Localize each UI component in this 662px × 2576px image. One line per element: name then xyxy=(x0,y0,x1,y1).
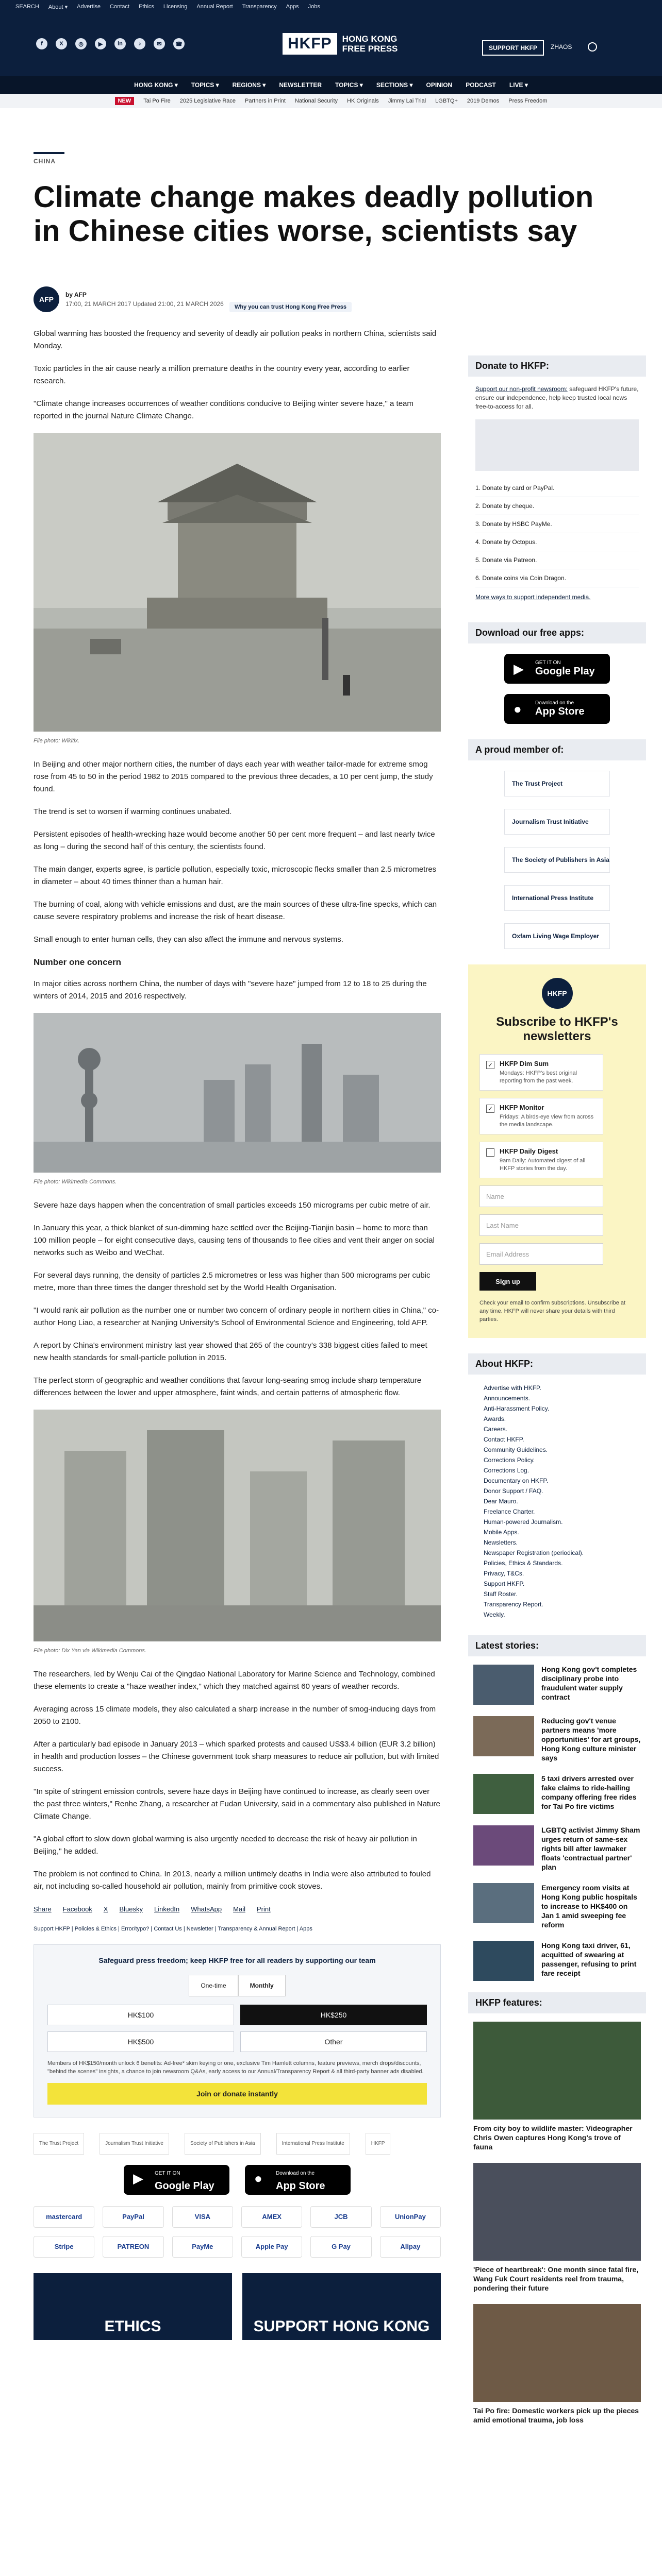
logo-name xyxy=(342,34,398,54)
about-heading: About HKFP: xyxy=(468,1353,646,1375)
payment-logo: JCB xyxy=(310,2206,371,2228)
trending-link[interactable]: Tai Po Fire xyxy=(143,98,171,104)
story-title[interactable]: LGBTQ activist Jimmy Sham urges return of same-sex rights bill after lawmaker floats 'contractual partner' plan xyxy=(541,1826,640,1871)
trust-logo[interactable]: The Trust Project xyxy=(34,2133,84,2155)
story-thumbnail[interactable] xyxy=(473,1774,534,1814)
amount-option[interactable]: HK$250 xyxy=(240,2005,427,2025)
newsletter-title: Subscribe to HKFP's newsletters xyxy=(496,1015,618,1043)
newsletter-note: Check your email to confirm subscriptions. Unsubscribe at any time. HKFP will never share your details with third parties. xyxy=(479,1300,626,1323)
badge-small-text: Download on the xyxy=(276,2171,315,2176)
donate-options xyxy=(468,479,646,587)
latest-story[interactable] xyxy=(468,1883,646,1941)
trust-logos xyxy=(34,2133,441,2155)
latest-story[interactable] xyxy=(468,1941,646,1992)
feature-story[interactable] xyxy=(468,2304,646,2436)
photo-gate-tower xyxy=(34,433,441,732)
latest-story[interactable] xyxy=(468,1665,646,1716)
google-play-icon: ▶ xyxy=(514,661,524,676)
donate-intro xyxy=(468,385,646,411)
utility-link[interactable]: Ethics xyxy=(138,4,154,10)
share-link[interactable]: Share xyxy=(34,1905,52,1913)
donate-option[interactable]: 5. Donate via Patreon. xyxy=(475,551,639,569)
support-links[interactable]: Support HKFP | Policies & Ethics | Error/typo? | Contact Us | Newsletter | Transparency & Annual Report | Apps xyxy=(34,1926,312,1932)
utility-link[interactable]: About ▾ xyxy=(48,4,68,10)
member-benefits: Members of HK$150/month unlock 6 benefits: Ad-free* skim keying or one, exclusive Tim Hamlett columns, feature previews, merch drops/discounts, "behind the scenes" insights, a chance to join newsroom Q&As, early access to our Annual/Transparency Report & all third-party banner ads disabled. xyxy=(47,2060,424,2075)
social-icon[interactable]: ✉ xyxy=(154,38,165,49)
donate-image xyxy=(475,419,639,471)
feature-title[interactable]: 'Piece of heartbreak': One month since fatal fire, Wang Fuk Court residents reel from trauma, pondering their future xyxy=(473,2265,639,2292)
sidebar xyxy=(468,355,646,2436)
story-title[interactable]: Reducing gov't venue partners means 'more opportunities' for art groups, Hong Kong culture minister says xyxy=(541,1717,641,1762)
story-title[interactable]: Hong Kong taxi driver, 61, acquitted of swearing at passenger, refusing to print fare receipt xyxy=(541,1941,637,1977)
story-thumbnail[interactable] xyxy=(473,1665,534,1705)
newsletter-option[interactable] xyxy=(479,1054,603,1091)
newsletter-name: HKFP Daily Digest xyxy=(500,1147,558,1155)
share-link[interactable]: X xyxy=(103,1905,108,1913)
story-title[interactable]: 5 taxi drivers arrested over fake claims to ride-hailing company offering free rides for Tai Po fire victims xyxy=(541,1774,637,1810)
paragraph: In Beijing and other major northern cities, the number of days each year with weather tailor-made for extreme smog rose from 45 to 50 in the period 1982 to 2015 compared to the previous three decades, a 10 per cent jump, the study found. xyxy=(34,760,433,793)
join-donate-button[interactable]: Join or donate instantly xyxy=(47,2083,427,2105)
paragraph: The burning of coal, along with vehicle emissions and dust, are the main sources of these ultra-fine specks, which can cause severe respiratory problems and increase the risk of heart disease. xyxy=(34,900,437,921)
badge-small-text: GET IT ON xyxy=(535,660,561,666)
member-logo[interactable]: International Press Institute xyxy=(504,885,610,911)
about-link[interactable]: Privacy, T&Cs. xyxy=(484,1570,524,1577)
nav-item[interactable]: TOPICS ▾ xyxy=(191,81,219,89)
new-badge: NEW xyxy=(115,97,135,105)
member-logo[interactable]: Journalism Trust Initiative xyxy=(504,809,610,835)
nav-item[interactable]: OPINION xyxy=(426,81,453,89)
nav-item[interactable]: TOPICS ▾ xyxy=(335,81,363,89)
trending-link[interactable]: HK Originals xyxy=(347,98,379,104)
paragraph: For several days running, the density of particles 2.5 micrometres or less was higher than 500 micrograms per cubic metre, more than three times the danger threshold set by the World Health Organisation. xyxy=(34,1271,431,1292)
share-link[interactable]: Mail xyxy=(233,1905,245,1913)
section-label[interactable]: CHINA xyxy=(34,158,56,165)
payment-logo: PayPal xyxy=(103,2206,163,2228)
latest-heading: Latest stories: xyxy=(468,1635,646,1656)
trending-bar xyxy=(0,94,662,108)
about-link[interactable]: Donor Support / FAQ. xyxy=(484,1487,543,1495)
newsletter-signup xyxy=(468,964,646,1338)
utility-link[interactable]: Apps xyxy=(286,4,299,10)
last-name-field[interactable]: Last Name xyxy=(479,1214,603,1236)
payment-logo: PayMe xyxy=(172,2236,233,2258)
feature-story[interactable] xyxy=(468,2022,646,2163)
feature-stories xyxy=(468,2022,646,2436)
about-link[interactable]: Awards. xyxy=(484,1415,506,1422)
newsletter-option[interactable] xyxy=(479,1098,603,1134)
story-thumbnail[interactable] xyxy=(473,1716,534,1756)
paragraph: "I would rank air pollution as the number one or number two concern of ordinary people in northern cities in China," co-author Hong Liao, a researcher at Nanjing University's School of Environmental Science and Engineering, told AFP. xyxy=(34,1306,439,1327)
story-thumbnail[interactable] xyxy=(473,1825,534,1866)
paragraph: The main danger, experts agree, is particle pollution, especially toxic, microscopic flecks smaller than 2.5 micrometres in diameter – about 40 times thinner than a human hair. xyxy=(34,865,437,886)
share-link[interactable]: Print xyxy=(256,1905,271,1913)
share-link[interactable]: Facebook xyxy=(62,1905,92,1913)
social-icon[interactable]: X xyxy=(56,38,67,49)
about-link[interactable]: Human-powered Journalism. xyxy=(484,1518,563,1526)
member-logo[interactable]: Oxfam Living Wage Employer xyxy=(504,923,610,949)
newsletter-name: HKFP Dim Sum xyxy=(500,1060,549,1067)
about-links xyxy=(468,1383,646,1620)
paragraph: The perfect storm of geographic and weather conditions that favour long-searing smog include sharp temperature differences between the lower and upper atmosphere, faint winds, and certain patterns of atmospheric flow. xyxy=(34,1376,422,1397)
about-link[interactable]: Community Guidelines. xyxy=(484,1446,548,1453)
member-logo[interactable]: The Society of Publishers in Asia xyxy=(504,847,610,873)
payment-logo: AMEX xyxy=(241,2206,302,2228)
sign-up-button[interactable]: Sign up xyxy=(479,1272,536,1291)
paragraph: Toxic particles in the air cause nearly a million premature deaths in the country every year, according to earlier research. xyxy=(34,364,410,385)
paragraph: "A global effort to slow down global warming is also urgently needed to decrease the risk of heavy air pollution in Beijing," he added. xyxy=(34,1835,417,1856)
donate-option[interactable]: 6. Donate coins via Coin Dragon. xyxy=(475,569,639,587)
nav-item[interactable]: LIVE ▾ xyxy=(509,81,528,89)
nav-item[interactable]: SECTIONS ▾ xyxy=(376,81,413,89)
social-icon[interactable]: ◎ xyxy=(75,38,87,49)
utility-link[interactable]: SEARCH xyxy=(15,4,39,10)
author-avatar[interactable]: AFP xyxy=(34,286,59,312)
amount-option[interactable]: HK$100 xyxy=(47,2005,234,2025)
newsletter-name: HKFP Monitor xyxy=(500,1104,544,1111)
donate-option[interactable]: 2. Donate by cheque. xyxy=(475,497,639,515)
newsletter-option[interactable] xyxy=(479,1142,603,1178)
trending-link[interactable]: National Security xyxy=(294,98,338,104)
promo-ethics[interactable]: ETHICS xyxy=(34,2273,232,2340)
paragraph: Small enough to enter human cells, they can also affect the immune and nervous systems. xyxy=(34,935,343,944)
social-icon[interactable]: in xyxy=(114,38,126,49)
trust-logo[interactable]: HKFP xyxy=(366,2133,391,2155)
share-link[interactable]: WhatsApp xyxy=(191,1905,222,1913)
support-newsroom-link[interactable]: Support our non-profit newsroom: xyxy=(475,385,568,393)
about-link[interactable]: Advertise with HKFP. xyxy=(484,1384,541,1392)
apple-icon: ● xyxy=(514,701,522,717)
trust-logo[interactable]: International Press Institute xyxy=(276,2133,350,2155)
donate-intro-text: safeguard HKFP's future, ensure our independence, help keep trusted local news free-to-access for all. xyxy=(475,385,639,410)
nav-item[interactable]: PODCAST xyxy=(466,81,496,89)
member-logos xyxy=(468,771,646,949)
payment-logo: Apple Pay xyxy=(241,2236,302,2258)
donate-frequency-toggle xyxy=(47,1975,427,1996)
paragraph: The researchers, led by Wenju Cai of the Qingdao National Laboratory for Marine Science and Technology, combined these elements to create a "haze weather index," which they matched against 60 years of weather records. xyxy=(34,1670,435,1691)
badge-big-text: Google Play xyxy=(155,2180,214,2192)
donate-widget xyxy=(34,1944,441,2117)
subheading: Number one concern xyxy=(34,957,122,967)
publish-dates: 17:00, 21 MARCH 2017 Updated 21:00, 21 MARCH 2026 xyxy=(65,300,224,308)
app-store-badge[interactable] xyxy=(245,2165,351,2195)
donate-heading: Donate to HKFP: xyxy=(468,355,646,377)
about-link[interactable]: Dear Mauro. xyxy=(484,1498,518,1505)
paragraph: The trend is set to worsen if warming continues unabated. xyxy=(34,807,232,816)
promo-banners xyxy=(34,2273,441,2340)
search-icon[interactable] xyxy=(588,42,597,52)
about-link[interactable]: Policies, Ethics & Standards. xyxy=(484,1560,563,1567)
apple-icon: ● xyxy=(254,2171,262,2186)
donate-option[interactable]: 4. Donate by Octopus. xyxy=(475,533,639,551)
name-field[interactable]: Name xyxy=(479,1185,603,1207)
about-link[interactable]: Freelance Charter. xyxy=(484,1508,535,1515)
about-link[interactable]: Newspaper Registration (periodical). xyxy=(484,1549,584,1556)
about-link[interactable]: Transparency Report. xyxy=(484,1601,543,1608)
trending-link[interactable]: LGBTQ+ xyxy=(435,98,458,104)
social-icons xyxy=(36,38,185,49)
share-bar xyxy=(34,1903,441,1916)
app-store-badges xyxy=(34,2165,441,2195)
about-link[interactable]: Careers. xyxy=(484,1426,508,1433)
utility-link[interactable]: Annual Report xyxy=(196,4,233,10)
donate-option[interactable]: 3. Donate by HSBC PayMe. xyxy=(475,515,639,533)
google-play-badge[interactable] xyxy=(504,654,610,684)
latest-stories xyxy=(468,1665,646,1992)
site-header xyxy=(0,13,662,76)
story-thumbnail[interactable] xyxy=(473,1883,534,1923)
utility-link[interactable]: Transparency xyxy=(242,4,277,10)
photo-shanghai-skyline xyxy=(34,1013,441,1173)
paragraph: "In spite of stringent emission controls, severe haze days in Beijing have continued to increase, as clearly seen over the past three winters," Renhe Zhang, a researcher at Fudan University, said in a commentary also published in Nature Climate Change. xyxy=(34,1787,440,1821)
feature-thumbnail[interactable] xyxy=(473,2022,641,2120)
badge-big-text: App Store xyxy=(535,706,585,717)
newsletter-desc: 9am Daily: Automated digest of all HKFP stories from the day. xyxy=(500,1158,586,1172)
tab-one-time[interactable]: One-time xyxy=(189,1975,238,1996)
donate-amounts xyxy=(47,2005,427,2052)
feature-story[interactable] xyxy=(468,2163,646,2304)
checkbox[interactable] xyxy=(486,1148,494,1157)
site-logo[interactable] xyxy=(283,33,398,55)
about-link[interactable]: Corrections Log. xyxy=(484,1467,529,1474)
paragraph: A report by China's environment ministry last year showed that 265 of the country's 338 biggest cities failed to meet new health standards for small-particle pollution in 2015. xyxy=(34,1341,427,1362)
story-thumbnail[interactable] xyxy=(473,1941,534,1981)
newsletter-logo: HKFP xyxy=(542,978,573,1009)
member-logo[interactable]: The Trust Project xyxy=(504,771,610,796)
about-link[interactable]: Newsletters. xyxy=(484,1539,518,1546)
paragraph: In major cities across northern China, the number of days with "severe haze" jumped from 12 to 18 to 25 during the winters of 2014, 2015 and 2016 respectively. xyxy=(34,979,427,1001)
byline xyxy=(34,286,224,312)
social-icon[interactable]: f xyxy=(36,38,47,49)
feature-thumbnail[interactable] xyxy=(473,2163,641,2261)
badge-small-text: Download on the xyxy=(535,700,574,706)
features-heading: HKFP features: xyxy=(468,1992,646,2013)
photo-caption: File photo: Wikitix. xyxy=(34,738,80,744)
trending-link[interactable]: 2025 Legislative Race xyxy=(179,98,236,104)
nav-item[interactable]: REGIONS ▾ xyxy=(232,81,266,89)
payment-logo: UnionPay xyxy=(380,2206,441,2228)
nav-item[interactable]: NEWSLETTER xyxy=(279,81,322,89)
payment-methods xyxy=(34,2206,441,2258)
trending-link[interactable]: Jimmy Lai Trial xyxy=(388,98,426,104)
about-link[interactable]: Staff Roster. xyxy=(484,1590,518,1598)
payment-logo: VISA xyxy=(172,2206,233,2228)
about-link[interactable]: Weekly. xyxy=(484,1611,505,1618)
paragraph: After a particularly bad episode in January 2013 – which sparked protests and caused US$3.4 billion (EUR 3.2 billion) in health and production losses – the Chinese government took sharp measures to reduce air pollution, but with limited success. xyxy=(34,1740,439,1773)
tab-monthly[interactable]: Monthly xyxy=(238,1975,286,1996)
badge-big-text: App Store xyxy=(276,2180,325,2192)
utility-link[interactable]: Advertise xyxy=(77,4,101,10)
trust-logo[interactable]: Journalism Trust Initiative xyxy=(100,2133,169,2155)
google-play-badge[interactable] xyxy=(124,2165,229,2195)
paragraph: "Climate change increases occurrences of weather conditions conducive to Beijing winter severe haze," a team reported in the journal Nature Climate Change. xyxy=(34,399,413,420)
payment-logo: mastercard xyxy=(34,2206,94,2228)
main-nav xyxy=(0,76,662,94)
nav-item[interactable]: HONG KONG ▾ xyxy=(134,81,178,89)
article-body xyxy=(34,328,441,2340)
language-switch[interactable]: ZHAOS xyxy=(551,43,572,50)
about-link[interactable]: Announcements. xyxy=(484,1395,531,1402)
about-link[interactable]: Documentary on HKFP. xyxy=(484,1477,549,1484)
social-icon[interactable]: ♪ xyxy=(134,38,145,49)
latest-story[interactable] xyxy=(468,1774,646,1825)
payment-logo: Alipay xyxy=(380,2236,441,2258)
promo-support[interactable]: SUPPORT HONG KONG xyxy=(242,2273,441,2340)
why-trust-link[interactable]: Why you can trust Hong Kong Free Press xyxy=(229,302,352,312)
amount-option[interactable]: Other xyxy=(240,2031,427,2052)
paragraph: Persistent episodes of health-wrecking haze would become another 50 per cent more frequent – and last nearly twice as long – during the second half of this century, the scientists found. xyxy=(34,830,435,851)
share-link[interactable]: LinkedIn xyxy=(154,1905,180,1913)
payment-logo: Stripe xyxy=(34,2236,94,2258)
payment-logo: PATREON xyxy=(103,2236,163,2258)
feature-thumbnail[interactable] xyxy=(473,2304,641,2402)
badge-small-text: GET IT ON xyxy=(155,2171,180,2176)
article-title: Climate change makes deadly pollution in Chinese cities worse, scientists say xyxy=(34,180,594,248)
amount-option[interactable]: HK$500 xyxy=(47,2031,234,2052)
feature-title[interactable]: From city boy to wildlife master: Videographer Chris Owen captures Hong Kong's trove of fauna xyxy=(473,2124,633,2151)
utility-link[interactable]: Licensing xyxy=(163,4,188,10)
payment-logo: G Pay xyxy=(310,2236,371,2258)
story-title[interactable]: Emergency room visits at Hong Kong public hospitals to increase to HK$400 on Jan 1 amid sweeping fee reform xyxy=(541,1884,637,1929)
badge-big-text: Google Play xyxy=(535,666,595,677)
feature-title[interactable]: Tai Po fire: Domestic workers pick up the pieces amid emotional trauma, job loss xyxy=(473,2406,639,2424)
author-name[interactable]: by AFP xyxy=(65,291,87,298)
utility-bar xyxy=(0,0,662,13)
paragraph: Global warming has boosted the frequency and severity of deadly air pollution peaks in northern China, scientists said Monday. xyxy=(34,329,437,350)
utility-link[interactable]: Contact xyxy=(110,4,129,10)
email-field[interactable]: Email Address xyxy=(479,1243,603,1265)
about-link[interactable]: Support HKFP. xyxy=(484,1580,525,1587)
story-title[interactable]: Hong Kong gov't completes disciplinary probe into fraudulent water supply contract xyxy=(541,1665,637,1701)
checkbox[interactable]: ✓ xyxy=(486,1105,494,1113)
photo-hazy-buildings xyxy=(34,1410,441,1641)
logo-line-1: HONG KONG xyxy=(342,34,398,44)
photo-caption: File photo: Wikimedia Commons. xyxy=(34,1179,117,1185)
newsletter-desc: Fridays: A birds-eye view from across the media landscape. xyxy=(500,1114,594,1128)
support-hkfp-button[interactable]: SUPPORT HKFP xyxy=(482,40,544,56)
google-play-icon: ▶ xyxy=(133,2171,143,2186)
latest-story[interactable] xyxy=(468,1825,646,1883)
share-link[interactable]: Bluesky xyxy=(119,1905,143,1913)
social-icon[interactable]: ☎ xyxy=(173,38,185,49)
byline-meta xyxy=(65,290,224,309)
utility-link[interactable]: Jobs xyxy=(308,4,320,10)
paragraph: Severe haze days happen when the concentration of small particles exceeds 150 micrograms per cubic metre of air. xyxy=(34,1201,431,1210)
logo-line-2: FREE PRESS xyxy=(342,44,398,54)
paragraph: Averaging across 15 climate models, they also calculated a sharp increase in the number of smog-inducing days from 2050 to 2100. xyxy=(34,1705,436,1726)
sidebar-app-badges xyxy=(468,654,646,724)
trending-link[interactable]: Partners in Print xyxy=(245,98,286,104)
photo-caption: File photo: Dix Yan via Wikimedia Commons. xyxy=(34,1648,146,1654)
more-ways-link[interactable]: More ways to support independent media. xyxy=(475,594,591,601)
app-store-badge[interactable] xyxy=(504,694,610,724)
about-link[interactable]: Contact HKFP. xyxy=(484,1436,524,1443)
logo-mark: HKFP xyxy=(283,33,337,55)
apps-heading: Download our free apps: xyxy=(468,622,646,643)
trending-link[interactable]: Press Freedom xyxy=(508,98,548,104)
paragraph: The problem is not confined to China. In 2013, nearly a million untimely deaths in India were also attributed to fouled air, not including so-called household air pollution, mainly from primitive cook stoves. xyxy=(34,1870,431,1891)
newsletter-options xyxy=(479,1054,635,1178)
section-rule xyxy=(34,152,64,154)
donate-option[interactable]: 1. Donate by card or PayPal. xyxy=(475,479,639,497)
paragraph: In January this year, a thick blanket of sun-dimming haze settled over the Beijing-Tianjin basin – home to more than 100 million people – for eight consecutive days, causing tens of thousands to flee cities and vent their anger on social networks such as Weibo and WeChat. xyxy=(34,1224,435,1257)
newsletter-desc: Mondays: HKFP's best original reporting from the past week. xyxy=(500,1070,577,1084)
about-link[interactable]: Anti-Harassment Policy. xyxy=(484,1405,550,1412)
trending-link[interactable]: 2019 Demos xyxy=(467,98,500,104)
checkbox[interactable]: ✓ xyxy=(486,1061,494,1069)
about-link[interactable]: Mobile Apps. xyxy=(484,1529,519,1536)
about-link[interactable]: Corrections Policy. xyxy=(484,1456,535,1464)
proud-member-heading: A proud member of: xyxy=(468,739,646,760)
latest-story[interactable] xyxy=(468,1716,646,1774)
social-icon[interactable]: ▶ xyxy=(95,38,106,49)
donate-title: Safeguard press freedom; keep HKFP free for all readers by supporting our team xyxy=(98,1956,376,1964)
trust-logo[interactable]: Society of Publishers in Asia xyxy=(185,2133,261,2155)
